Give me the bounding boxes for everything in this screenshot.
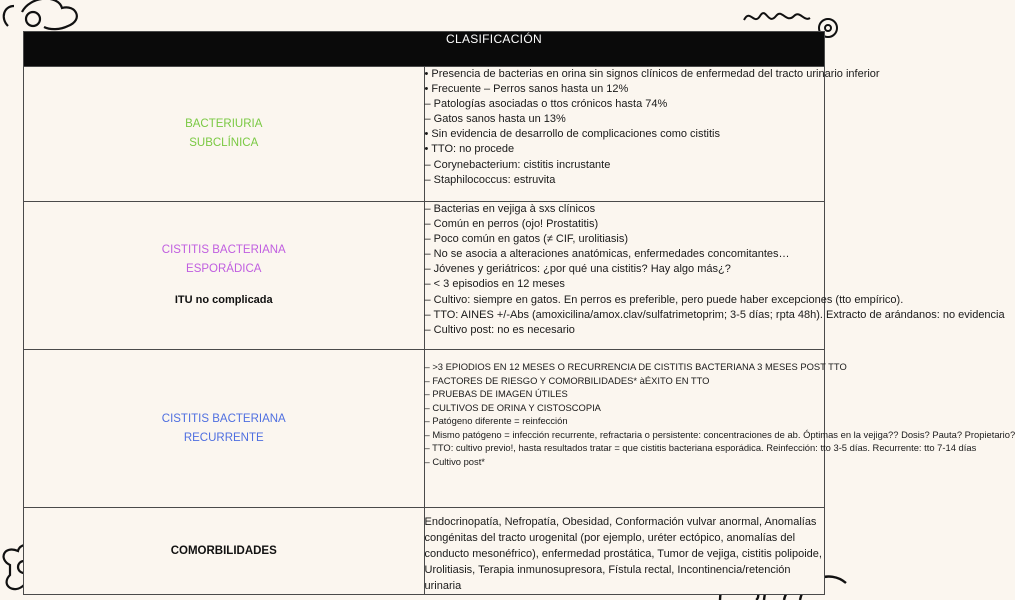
row-label-line: ESPORÁDICA — [186, 263, 262, 275]
list-item: • Sin evidencia de desarrollo de complicaciones como cistitis — [424, 128, 720, 141]
list-item: – No se asocia a alteraciones anatómicas, enfermedades concomitantes… — [424, 248, 790, 261]
list-item: – Patógeno diferente = reinfección — [424, 415, 568, 426]
row-label-comorbilidades — [24, 508, 425, 595]
list-item: • TTO: no procede — [424, 143, 515, 156]
row-label-cistitis-recurrente — [24, 350, 425, 508]
list-item: – TTO: AINES +/-Abs (amoxicilina/amox.clav/sulfatrimetoprim; 3-5 días; rpta 48h). Extracto de arándanos: no evidencia — [424, 308, 1005, 321]
comorbidities-text: Endocrinopatía, Nefropatía, Obesidad, Conformación vulvar anormal, Anomalías congénitas del tracto urogenital (por ejemplo, uréter ectópico, anomalías del conducto mesonéfrico), enfermedad prostática, Tumor de vejiga, cistitis polipoide, Urolitiasis, Terapia inmunosupresora, Fístula rectal, Incontinencia/retención urinaria — [424, 516, 822, 592]
list-item: – Común en perros (ojo! Prostatitis) — [424, 218, 599, 231]
table-row — [24, 350, 825, 508]
row-label-line: COMORBILIDADES — [170, 544, 277, 557]
classification-table — [23, 31, 1015, 595]
table-row — [24, 508, 825, 595]
list-item: – FACTORES DE RIESGO Y COMORBILIDADES* àÉXITO EN TTO — [424, 374, 710, 386]
row-label-line: SUBCLÍNICA — [189, 137, 259, 149]
row-label-line: CISTITIS BACTERIANA — [161, 412, 286, 425]
list-item: – Corynebacterium: cistitis incrustante — [424, 158, 611, 171]
row-content — [424, 350, 1015, 508]
table-row — [24, 67, 825, 202]
table-header-row — [24, 32, 825, 67]
list-item: – Cultivo post: no es necesario — [424, 323, 575, 336]
list-item: – Bacterias en vejiga à sxs clínicos — [424, 203, 596, 215]
list-item: – < 3 episodios en 12 meses — [424, 278, 565, 291]
row-label-line: RECURRENTE — [183, 431, 264, 444]
list-item: – Staphilococcus: estruvita — [424, 173, 556, 186]
row-sub-label: ITU no complicada — [174, 294, 273, 306]
list-item: – Patologías asociadas o ttos crónicos hasta 74% — [424, 98, 668, 111]
list-item: – CULTIVOS DE ORINA Y CISTOSCOPIA — [424, 401, 601, 413]
list-item: – Cultivo: siempre en gatos. En perros es preferible, pero puede haber excepciones (tto empírico). — [424, 293, 904, 306]
list-item: – Jóvenes y geriátricos: ¿por qué una cistitis? Hay algo más¿? — [424, 263, 731, 276]
list-item: • Frecuente – Perros sanos hasta un 12% — [424, 83, 629, 96]
list-item: – Cultivo post* — [424, 455, 485, 467]
row-label-bacteriuria — [24, 67, 425, 202]
list-item: – Poco común en gatos (≠ CIF, urolitiasis) — [424, 233, 629, 246]
list-item: – Mismo patógeno = infección recurrente, refractaria o persistente: concentraciones de ab. Óptimas en la vejiga?? Dosis? Pauta? Propietario? — [424, 428, 1015, 440]
list-item: • Presencia de bacterias en orina sin signos clínicos de enfermedad del tracto urinario inferior — [424, 68, 880, 80]
list-item: – Gatos sanos hasta un 13% — [424, 113, 566, 126]
row-label-line: BACTERIURIA — [185, 118, 263, 130]
row-content — [424, 508, 825, 595]
list-item: – >3 EPIODIOS EN 12 MESES O RECURRENCIA DE CISTITIS BACTERIANA 3 MESES POST TTO — [424, 361, 847, 372]
row-content — [424, 202, 1005, 350]
row-label-line: CISTITIS BACTERIANA — [161, 244, 286, 256]
row-content — [424, 67, 880, 202]
table-title: CLASIFICACIÓN — [24, 32, 825, 67]
table-row — [24, 202, 825, 350]
row-label-cistitis-esporadica — [24, 202, 425, 350]
list-item: – PRUEBAS DE IMAGEN ÚTILES — [424, 388, 568, 399]
list-item: – TTO: cultivo previo!, hasta resultados tratar = que cistitis bacteriana esporádica. Reinfección: tto 3-5 días. Recurrente: tto 7-14 días — [424, 442, 977, 453]
